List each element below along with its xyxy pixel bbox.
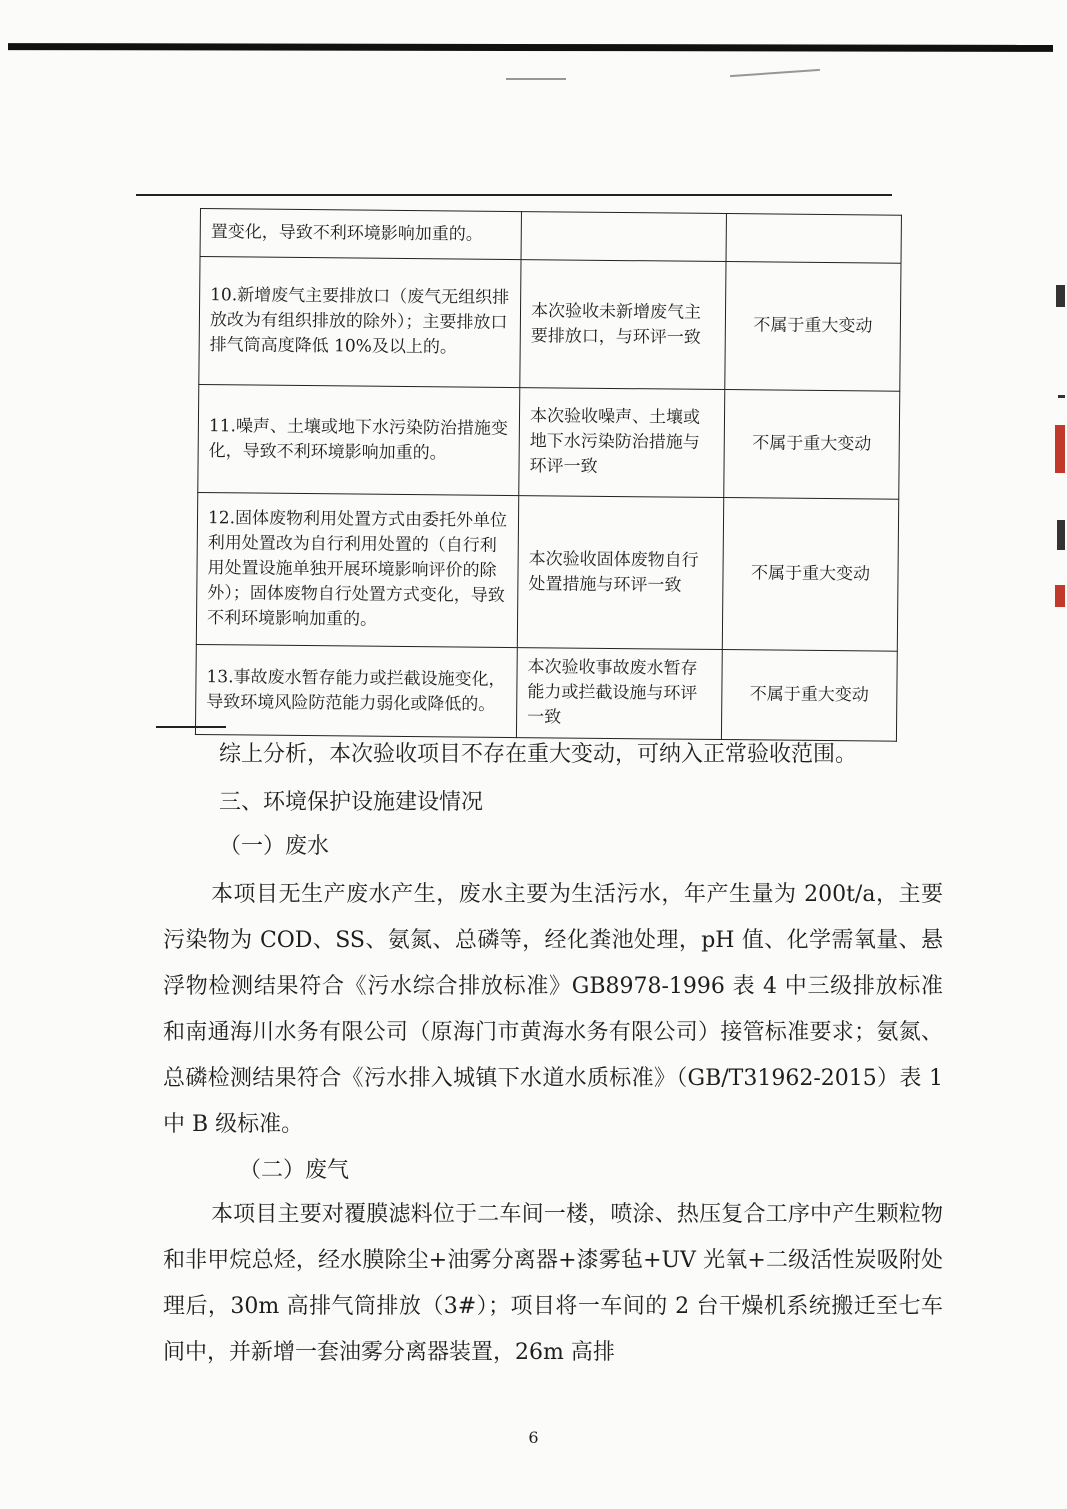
scan-top-rule [8, 43, 1053, 52]
requirement-cell: 10.新增废气主要排放口（废气无组织排放改为有组织排放的除外）；主要排放口排气筒高度降低 10%及以上的。 [199, 257, 521, 388]
page-number: 6 [528, 1428, 539, 1447]
conclusion-cell: 不属于重大变动 [725, 262, 901, 392]
wastewater-heading: （一）废水 [219, 834, 330, 859]
table-row [195, 644, 897, 741]
conclusion-cell: 不属于重大变动 [724, 390, 900, 500]
section-heading: 三、环境保护设施建设情况 [219, 790, 484, 815]
exhaust-paragraph: 本项目主要对覆膜滤料位于二车间一楼，喷涂、热压复合工序中产生颗粒物和非甲烷总烃，经水膜除尘+油雾分离器+漆雾毡+UV 光氧+二级活性炭吸附处理后，30m 高排气筒排放（3#）；项目将一车间的 2 台干燥机系统搬迁至七车间中，并新增一套油雾分离器装置，26m 高排 [163, 1202, 943, 1365]
scan-edge-mark [1058, 395, 1065, 398]
result-cell [521, 212, 726, 262]
table-row [200, 209, 901, 264]
result-cell: 本次验收噪声、土壤或地下水污染防治措施与环评一致 [519, 388, 725, 498]
scan-edge-mark [1055, 585, 1065, 607]
scan-edge-mark [1057, 520, 1065, 550]
exhaust-heading: （二）废气 [239, 1158, 350, 1183]
scan-mark [506, 78, 566, 80]
table-row [198, 384, 900, 499]
scan-mark [730, 69, 820, 77]
result-cell: 本次验收未新增废气主要排放口，与环评一致 [520, 260, 726, 390]
conclusion-cell: 不属于重大变动 [721, 650, 897, 742]
scan-edge-mark [1055, 425, 1065, 473]
wastewater-paragraph: 本项目无生产废水产生，废水主要为生活污水，年产生量为 200t/a，主要污染物为 COD、SS、氨氮、总磷等，经化粪池处理，pH 值、化学需氧量、悬浮物检测结果符合《污水综合排放标准》GB8978-1996 表 4 中三级排放标准和南通海川水务有限公司（原海门市黄海水务有限公司）接管标准要求；氨氮、总磷检测结果符合《污水排入城镇下水道水质标准》（GB/T31962-2015）表 1 中 B 级标准。 [163, 882, 943, 1137]
conclusion-cell: 不属于重大变动 [722, 498, 898, 652]
conclusion-cell [726, 214, 901, 264]
result-cell: 本次验收事故废水暂存能力或拦截设施与环评一致 [516, 648, 722, 740]
result-cell: 本次验收固体废物自行处置措施与环评一致 [517, 496, 723, 650]
requirement-cell: 置变化，导致不利环境影响加重的。 [200, 209, 521, 260]
requirement-cell: 12.固体废物利用处置方式由委托外单位利用处置改为自行利用处置的（自行利用处置设施单独开展环境影响评价的除外）；固体废物自行处置方式变化，导致不利环境影响加重的。 [196, 492, 518, 647]
table-row [199, 257, 901, 392]
scan-edge-mark [1056, 285, 1065, 307]
requirement-cell: 13.事故废水暂存能力或拦截设施变化，导致环境风险防范能力弱化或降低的。 [195, 644, 517, 737]
requirement-cell: 11.噪声、土壤或地下水污染防治措施变化，导致不利环境影响加重的。 [198, 384, 520, 495]
change-assessment-table [195, 208, 902, 742]
table-row [196, 492, 898, 651]
table-top-border [136, 194, 892, 196]
document-body [163, 738, 943, 1376]
summary-paragraph: 综上分析，本次验收项目不存在重大变动，可纳入正常验收范围。 [219, 742, 858, 767]
